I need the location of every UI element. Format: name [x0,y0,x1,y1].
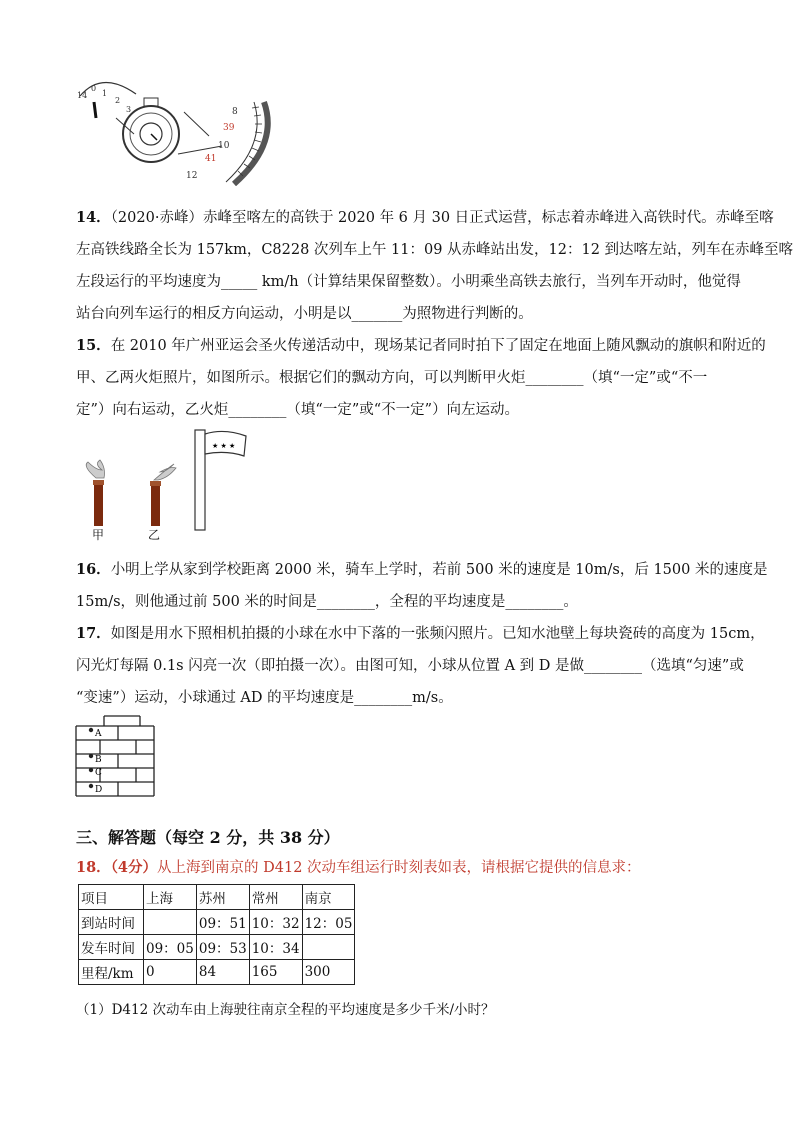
dial-tick: 3 [126,105,132,114]
stopwatch-figure [74,74,274,186]
dial-tick: 2 [115,96,121,105]
strobe-figure [74,712,156,802]
q16-line-1: 16．小明上学从家到学校距离 2000 米，骑车上学时，若前 500 米的速度是 10m/s，后 1500 米的速度是 [76,561,768,578]
q16-number: 16． [76,561,111,578]
position-label-C: C [95,768,102,778]
table-cell: 里程/km [79,960,144,985]
scale-tick: 41 [205,154,217,164]
q18-score: （4分） [110,859,158,876]
position-label-A: A [95,729,102,739]
table-cell: 300 [302,960,355,985]
q17-number: 17． [76,625,111,642]
table-cell: 09：53 [196,935,249,960]
table-cell: 09：51 [196,910,249,935]
q14-line-4: 站台向列车运行的相反方向运动，小明是以_______为照物进行判断的。 [76,306,533,322]
scale-tick: 8 [232,107,238,117]
table-header-cell: 苏州 [196,885,249,910]
torch-label-jia: 甲 [92,528,105,542]
timetable [78,884,355,985]
q14-number: 14． [76,209,111,226]
q14-line-3: 左段运行的平均速度为_____ km/h（计算结果保留整数）。小明乘坐高铁去旅行，当列车开动时，他觉得 [76,274,741,290]
q18-sub1: （1）D412 次动车由上海驶往南京全程的平均速度是多少千米/小时？ [76,1002,495,1018]
table-cell: 10：34 [249,935,302,960]
q17-line-2: 闪光灯每隔 0.1s 闪亮一次（即拍摄一次）。由图可知，小球从位置 A 到 D 是做________（选填“匀速”或 [76,658,744,674]
q17-line-1: 17．如图是用水下照相机拍摄的小球在水中下落的一张频闪照片。已知水池壁上每块瓷砖的高度为 15cm， [76,625,765,642]
table-header-cell: 常州 [249,885,302,910]
dial-tick: 1 [102,89,108,98]
q14-line-2: 左高铁线路全长为 157km，C8228 次列车上午 11：09 从赤峰站出发，12：12 到达喀左站，列车在赤峰至喀 [76,242,794,258]
table-row [79,910,355,935]
q15-number: 15． [76,337,111,354]
table-cell: 12：05 [302,910,355,935]
section-heading: 三、解答题（每空 2 分，共 38 分） [76,828,340,847]
table-row [79,935,355,960]
q18-line [76,858,641,878]
table-header-cell: 南京 [302,885,355,910]
q14-line-1: 14．（2020·赤峰）赤峰至喀左的高铁于 2020 年 6 月 30 日正式运营，标志着赤峰进入高铁时代。赤峰至喀 [76,209,774,226]
table-header-row [79,885,355,910]
table-cell: 09：05 [144,935,197,960]
scale-tick: 39 [223,123,235,133]
position-label-B: B [95,755,102,765]
q17-line-3: “变速”）运动，小球通过 AD 的平均速度是________m/s。 [76,690,453,706]
svg-text:★ ★ ★: ★ ★ ★ [212,442,236,450]
table-cell: 84 [196,960,249,985]
torch-flag-figure [74,426,264,546]
scale-tick: 12 [186,171,198,181]
scale-tick: 10 [218,141,230,151]
table-header-cell: 项目 [79,885,144,910]
dial-tick: 14 [77,91,88,100]
position-label-D: D [95,785,103,795]
q16-line-2: 15m/s，则他通过前 500 米的时间是________，全程的平均速度是________。 [76,594,578,610]
q15-line-2: 甲、乙两火炬照片，如图所示。根据它们的飘动方向，可以判断甲火炬________（填“一定”或“不一 [76,370,708,386]
table-header-cell: 上海 [144,885,197,910]
table-row [79,960,355,985]
q18-text: 从上海到南京的 D412 次动车组运行时刻表如表，请根据它提供的信息求： [157,860,641,876]
table-cell: 0 [144,960,197,985]
table-cell: 到站时间 [79,910,144,935]
dial-tick: 0 [91,84,97,93]
table-cell [144,910,197,935]
torch-label-yi: 乙 [148,528,161,542]
q15-line-1: 15．在 2010 年广州亚运会圣火传递活动中，现场某记者同时拍下了固定在地面上随风飘动的旗帜和附近的 [76,337,766,354]
table-cell [302,935,355,960]
table-cell: 165 [249,960,302,985]
q18-number: 18． [76,859,111,876]
table-cell: 10：32 [249,910,302,935]
table-cell: 发车时间 [79,935,144,960]
q15-line-3: 定”）向右运动，乙火炬________（填“一定”或“不一定”）向左运动。 [76,402,520,418]
